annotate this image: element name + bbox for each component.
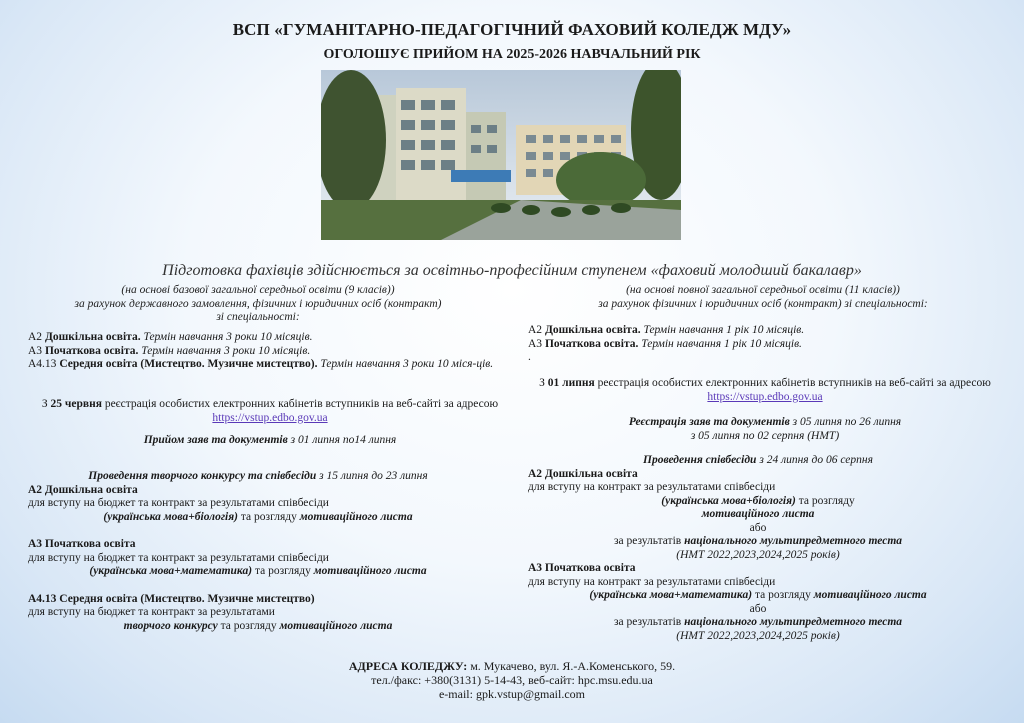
left-funding: за рахунок державного замовлення, фізичних і юридичних осіб (контракт) bbox=[74, 298, 442, 310]
left-basis: (на основі базової загальної середньої освіти (9 класів)) bbox=[121, 284, 395, 296]
specialty-item: А2 Дошкільна освіта. Термін навчання 3 роки 10 місяців. bbox=[28, 331, 313, 343]
footer-contacts bbox=[0, 659, 1024, 701]
block-exam: творчого конкурсу та розгляду мотиваційного листа bbox=[123, 619, 393, 632]
block-title: А2 Дошкільна освіта bbox=[528, 467, 638, 480]
right-vstup-link[interactable]: https://vstup.edbo.gov.ua bbox=[707, 390, 823, 403]
block-or: або bbox=[749, 521, 767, 534]
college-title: ВСП «ГУМАНІТАРНО-ПЕДАГОГІЧНИЙ ФАХОВИЙ КОЛЕДЖ МДУ» bbox=[232, 20, 792, 39]
contest-heading: Проведення творчого конкурсу та співбесіди з 15 липня до 23 липня bbox=[88, 470, 428, 482]
block-exam: (українська мова+математика) та розгляду мотиваційного листа bbox=[589, 589, 927, 601]
block-text: для вступу на бюджет та контракт за результатами співбесіди bbox=[28, 497, 329, 509]
block-nmt: за результатів національного мультипредметного теста bbox=[613, 535, 903, 547]
footer-phone: тел./факс: +380(3131) 5-14-43, веб-сайт: hpc.msu.edu.ua bbox=[371, 673, 653, 687]
right-registration-info: З 01 липня реєстрація особистих електронних кабінетів вступників на веб-сайті за адресою https://vstup.edbo.gov.ua bbox=[539, 377, 991, 403]
block-text: для вступу на контракт за результатами співбесіди bbox=[528, 575, 776, 588]
block-text: для вступу на контракт за результатами співбесіди bbox=[528, 481, 776, 493]
training-level-text: Підготовка фахівців здійснюється за освітньо-професійним ступенем «фаховий молодший бакалавр» bbox=[162, 262, 862, 279]
specialty-item: А2 Дошкільна освіта. Термін навчання 1 рік 10 місяців. bbox=[528, 324, 805, 336]
specialty-item: А3 Початкова освіта. Термін навчання 3 роки 10 місяців. bbox=[28, 344, 311, 357]
specialty-item: А3 Початкова освіта. Термін навчання 1 рік 10 місяців. bbox=[528, 337, 802, 350]
block-text: для вступу на бюджет та контракт за результатами співбесіди bbox=[28, 551, 329, 564]
block-or: або bbox=[749, 602, 767, 615]
interview-heading: Проведення співбесіди з 24 липня до 06 серпня bbox=[643, 454, 873, 466]
left-specialty-list bbox=[28, 331, 513, 372]
block-title: А4.13 Середня освіта (Мистецтво. Музичне мистецтво) bbox=[28, 592, 315, 605]
block-exam: (українська мова+математика) та розгляду мотиваційного листа bbox=[89, 565, 427, 577]
block-years: (НМТ 2022,2023,2024,2025 років) bbox=[676, 548, 840, 561]
left-contest-section bbox=[28, 470, 513, 633]
footer-email: e-mail: gpk.vstup@gmail.com bbox=[438, 687, 586, 701]
footer-address: АДРЕСА КОЛЕДЖУ: м. Мукачево, вул. Я.-А.Коменського, 59. bbox=[348, 659, 676, 673]
right-specialty-list bbox=[528, 324, 998, 365]
specialty-item: А4.13 Середня освіта (Мистецтво. Музичне мистецтво). Термін навчання 3 роки 10 міся-ців. bbox=[28, 358, 494, 370]
block-text: для вступу на бюджет та контракт за результатами bbox=[28, 606, 275, 618]
block-years: (НМТ 2022,2023,2024,2025 років) bbox=[676, 629, 840, 642]
block-exam: (українська мова+біологія) та розгляду bbox=[661, 494, 855, 507]
college-building-photo bbox=[321, 70, 681, 240]
announcement-subtitle: ОГОЛОШУЄ ПРИЙОМ НА 2025-2026 НАВЧАЛЬНИЙ РІК bbox=[323, 47, 701, 62]
right-interview-section bbox=[528, 454, 998, 643]
block-nmt: за результатів національного мультипредметного теста bbox=[613, 616, 903, 628]
block-title: А2 Дошкільна освіта bbox=[28, 483, 138, 496]
block-letter: мотиваційного листа bbox=[701, 508, 815, 520]
dot-mark: . bbox=[528, 351, 531, 363]
left-specialties-label: зі спеціальності: bbox=[216, 311, 300, 323]
left-vstup-link[interactable]: https://vstup.edbo.gov.ua bbox=[212, 411, 328, 424]
right-basis: (на основі повної загальної середньої освіти (11 класів)) bbox=[626, 284, 900, 296]
block-exam: (українська мова+біологія) та розгляду мотиваційного листа bbox=[103, 510, 413, 523]
block-title: А3 Початкова освіта bbox=[28, 538, 136, 550]
left-docs-dates: Прийом заяв та документів з 01 липня по14 липня bbox=[143, 434, 397, 446]
left-registration-info: З 25 червня реєстрація особистих електронних кабінетів вступників на веб-сайті за адресою https://vstup.edbo.gov.ua bbox=[41, 398, 499, 424]
right-docs-dates: Реєстрація заяв та документів з 05 липня по 26 липня з 05 липня по 02 серпня (НМТ) bbox=[628, 416, 902, 442]
block-title: А3 Початкова освіта bbox=[528, 562, 636, 574]
right-funding: за рахунок фізичних і юридичних осіб (контракт) зі спеціальності: bbox=[598, 298, 928, 310]
